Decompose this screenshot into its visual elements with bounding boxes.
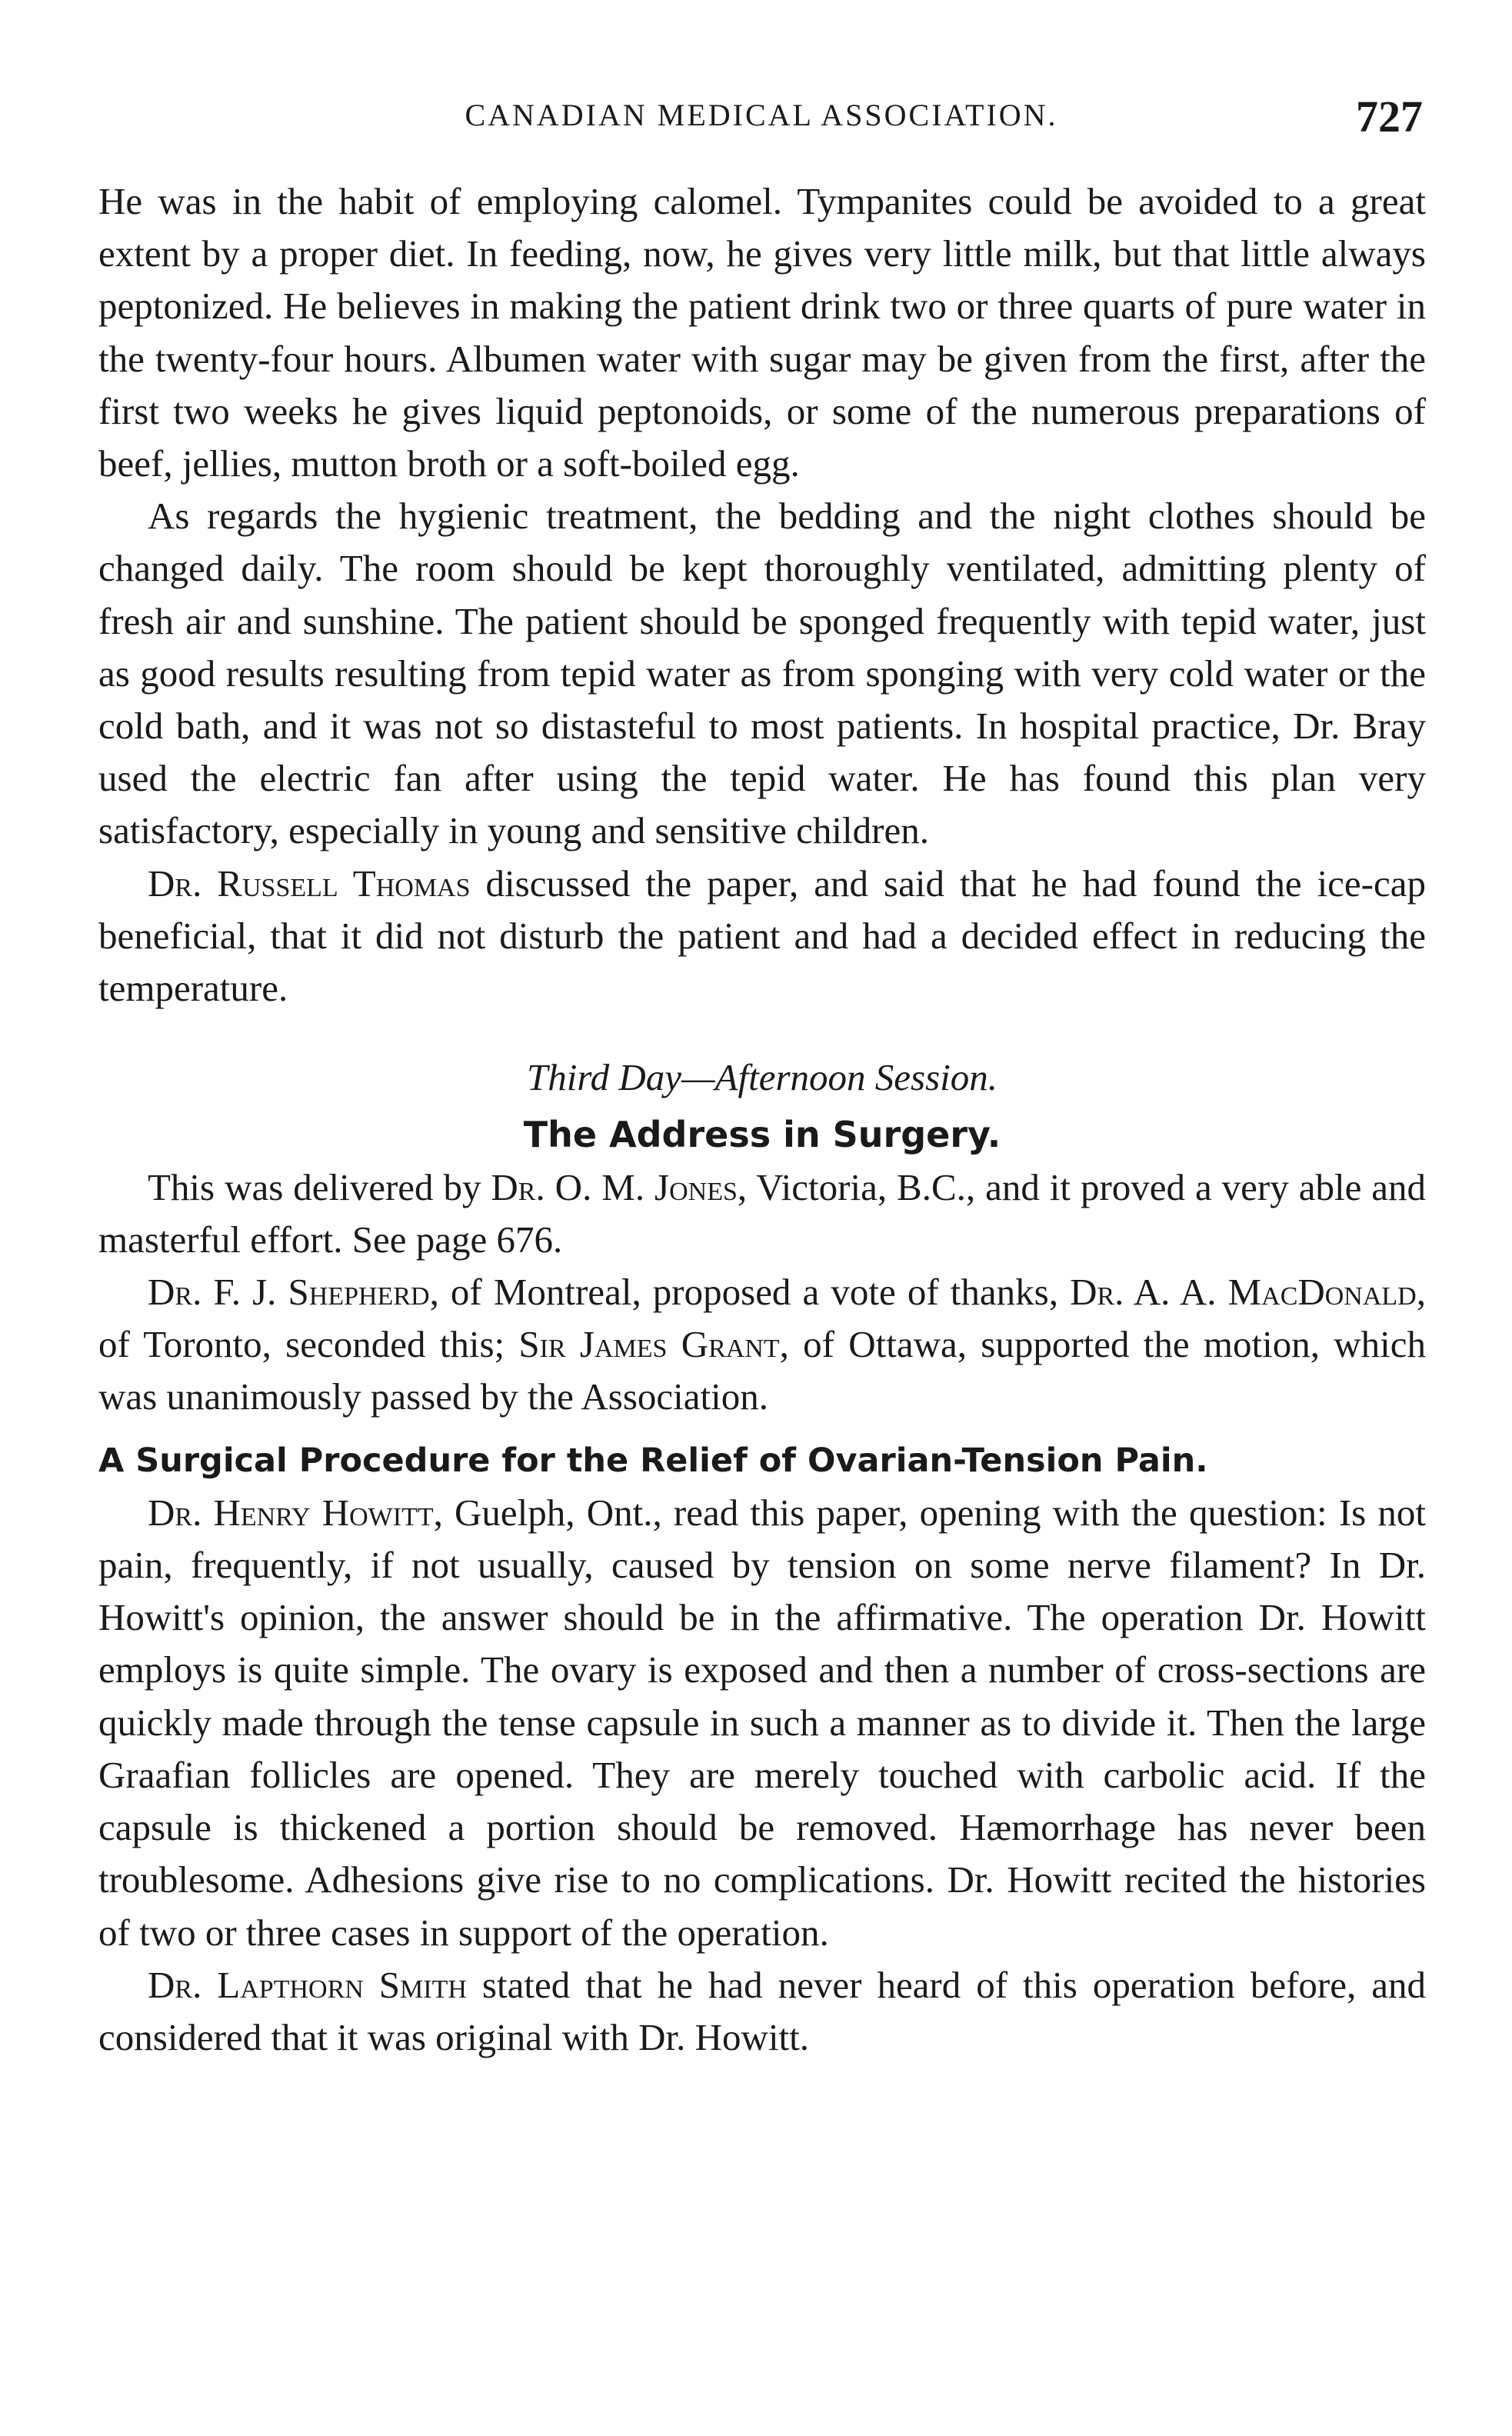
paragraph-hygienic-treatment: As regards the hygienic treatment, the bedding and the night clothes should be changed daily. The room should be kept thoroughly ventilated, admitting plenty of fresh air and sunshine. The patient should be sponged frequently with tepid water, just as good results resulting from tepid water as from sponging with very cold water or the cold bath, and it was not so distasteful to most patients. In hospital practice, Dr. Bray used the electric fan after using the tepid water. He has found this plan very satisfactory, especially in young and sensitive children.: [98, 495, 1426, 852]
section-heading-surgery: The Address in Surgery.: [523, 1114, 1001, 1156]
speaker-name: Dr. Henry Howitt: [148, 1491, 434, 1534]
paragraph-text: discussed the paper, and said that he had found the ice-cap beneficial, that it did not disturb the patient and had a decided effect in reducing the temperature.: [98, 861, 1426, 1010]
speaker-name: Dr. O. M. Jones: [491, 1165, 738, 1208]
speaker-name: Dr. A. A. MacDonald: [1070, 1271, 1417, 1314]
paragraph-text: stated that he had never heard of this operation before, and considered that it was original with Dr. Howitt.: [98, 1963, 1426, 2058]
paragraph-text: , Guelph, Ont., read this paper, opening with the question: Is not pain, frequently, if not usually, caused by tension on some nerve filament? In Dr. Howitt's opinion, the answer should be in the affirmative. The operation Dr. Howitt employs is quite simple. The ovary is exposed and then a number of cross-sections are quickly made through the tense capsule in such a manner as to divide it. Then the large Graafian follicles are opened. They are merely touched with carbolic acid. If the capsule is thickened a portion should be removed. Hæmorrhage has never been troublesome. Adhesions give rise to no complications. Dr. Howitt recited the histories of two or three cases in support of the operation.: [98, 1491, 1426, 1954]
paragraph-text: , of Toronto, seconded this;: [98, 1271, 1426, 1366]
paragraph-lapthorn-smith: [98, 1959, 1426, 2064]
paragraph-howitt-paper: [98, 1487, 1426, 1959]
session-title: Third Day—Afternoon Session.: [526, 1056, 998, 1099]
paragraph-text: This was delivered by: [148, 1165, 491, 1208]
paragraph-text: , Victoria, B.C., and it proved a very able and masterful effort. See page 676.: [98, 1165, 1427, 1261]
speaker-name: Dr. F. J. Shepherd: [148, 1271, 430, 1314]
page-number: 727: [1356, 92, 1423, 142]
paragraph-address-delivered: [98, 1161, 1426, 1266]
speaker-name: Sir James Grant: [518, 1323, 780, 1366]
paragraph-russell-thomas: [98, 858, 1426, 1015]
paragraph-text: , of Ottawa, supported the motion, which was unanimously passed by the Association.: [98, 1323, 1426, 1418]
speaker-name: Dr. Lapthorn Smith: [148, 1963, 467, 2006]
running-head: [100, 91, 1423, 145]
running-title: CANADIAN MEDICAL ASSOCIATION.: [465, 98, 1058, 132]
speaker-name: Dr. Russell Thomas: [148, 861, 471, 905]
page-body: [98, 175, 1426, 2064]
section-heading-ovarian: A Surgical Procedure for the Relief of Ovarian-Tension Pain.: [98, 1441, 1208, 1480]
paragraph-vote-of-thanks: [98, 1266, 1426, 1424]
paragraph-calomel: He was in the habit of employing calomel. Tympanites could be avoided to a great extent by a proper diet. In feeding, now, he gives very little milk, but that little always peptonized. He believes in making the patient drink two or three quarts of pure water in the twenty-four hours. Albumen water with sugar may be given from the first, after the first two weeks he gives liquid peptonoids, or some of the numerous preparations of beef, jellies, mutton broth or a soft-boiled egg.: [98, 180, 1426, 485]
paragraph-text: , of Montreal, proposed a vote of thanks,: [429, 1271, 1071, 1314]
